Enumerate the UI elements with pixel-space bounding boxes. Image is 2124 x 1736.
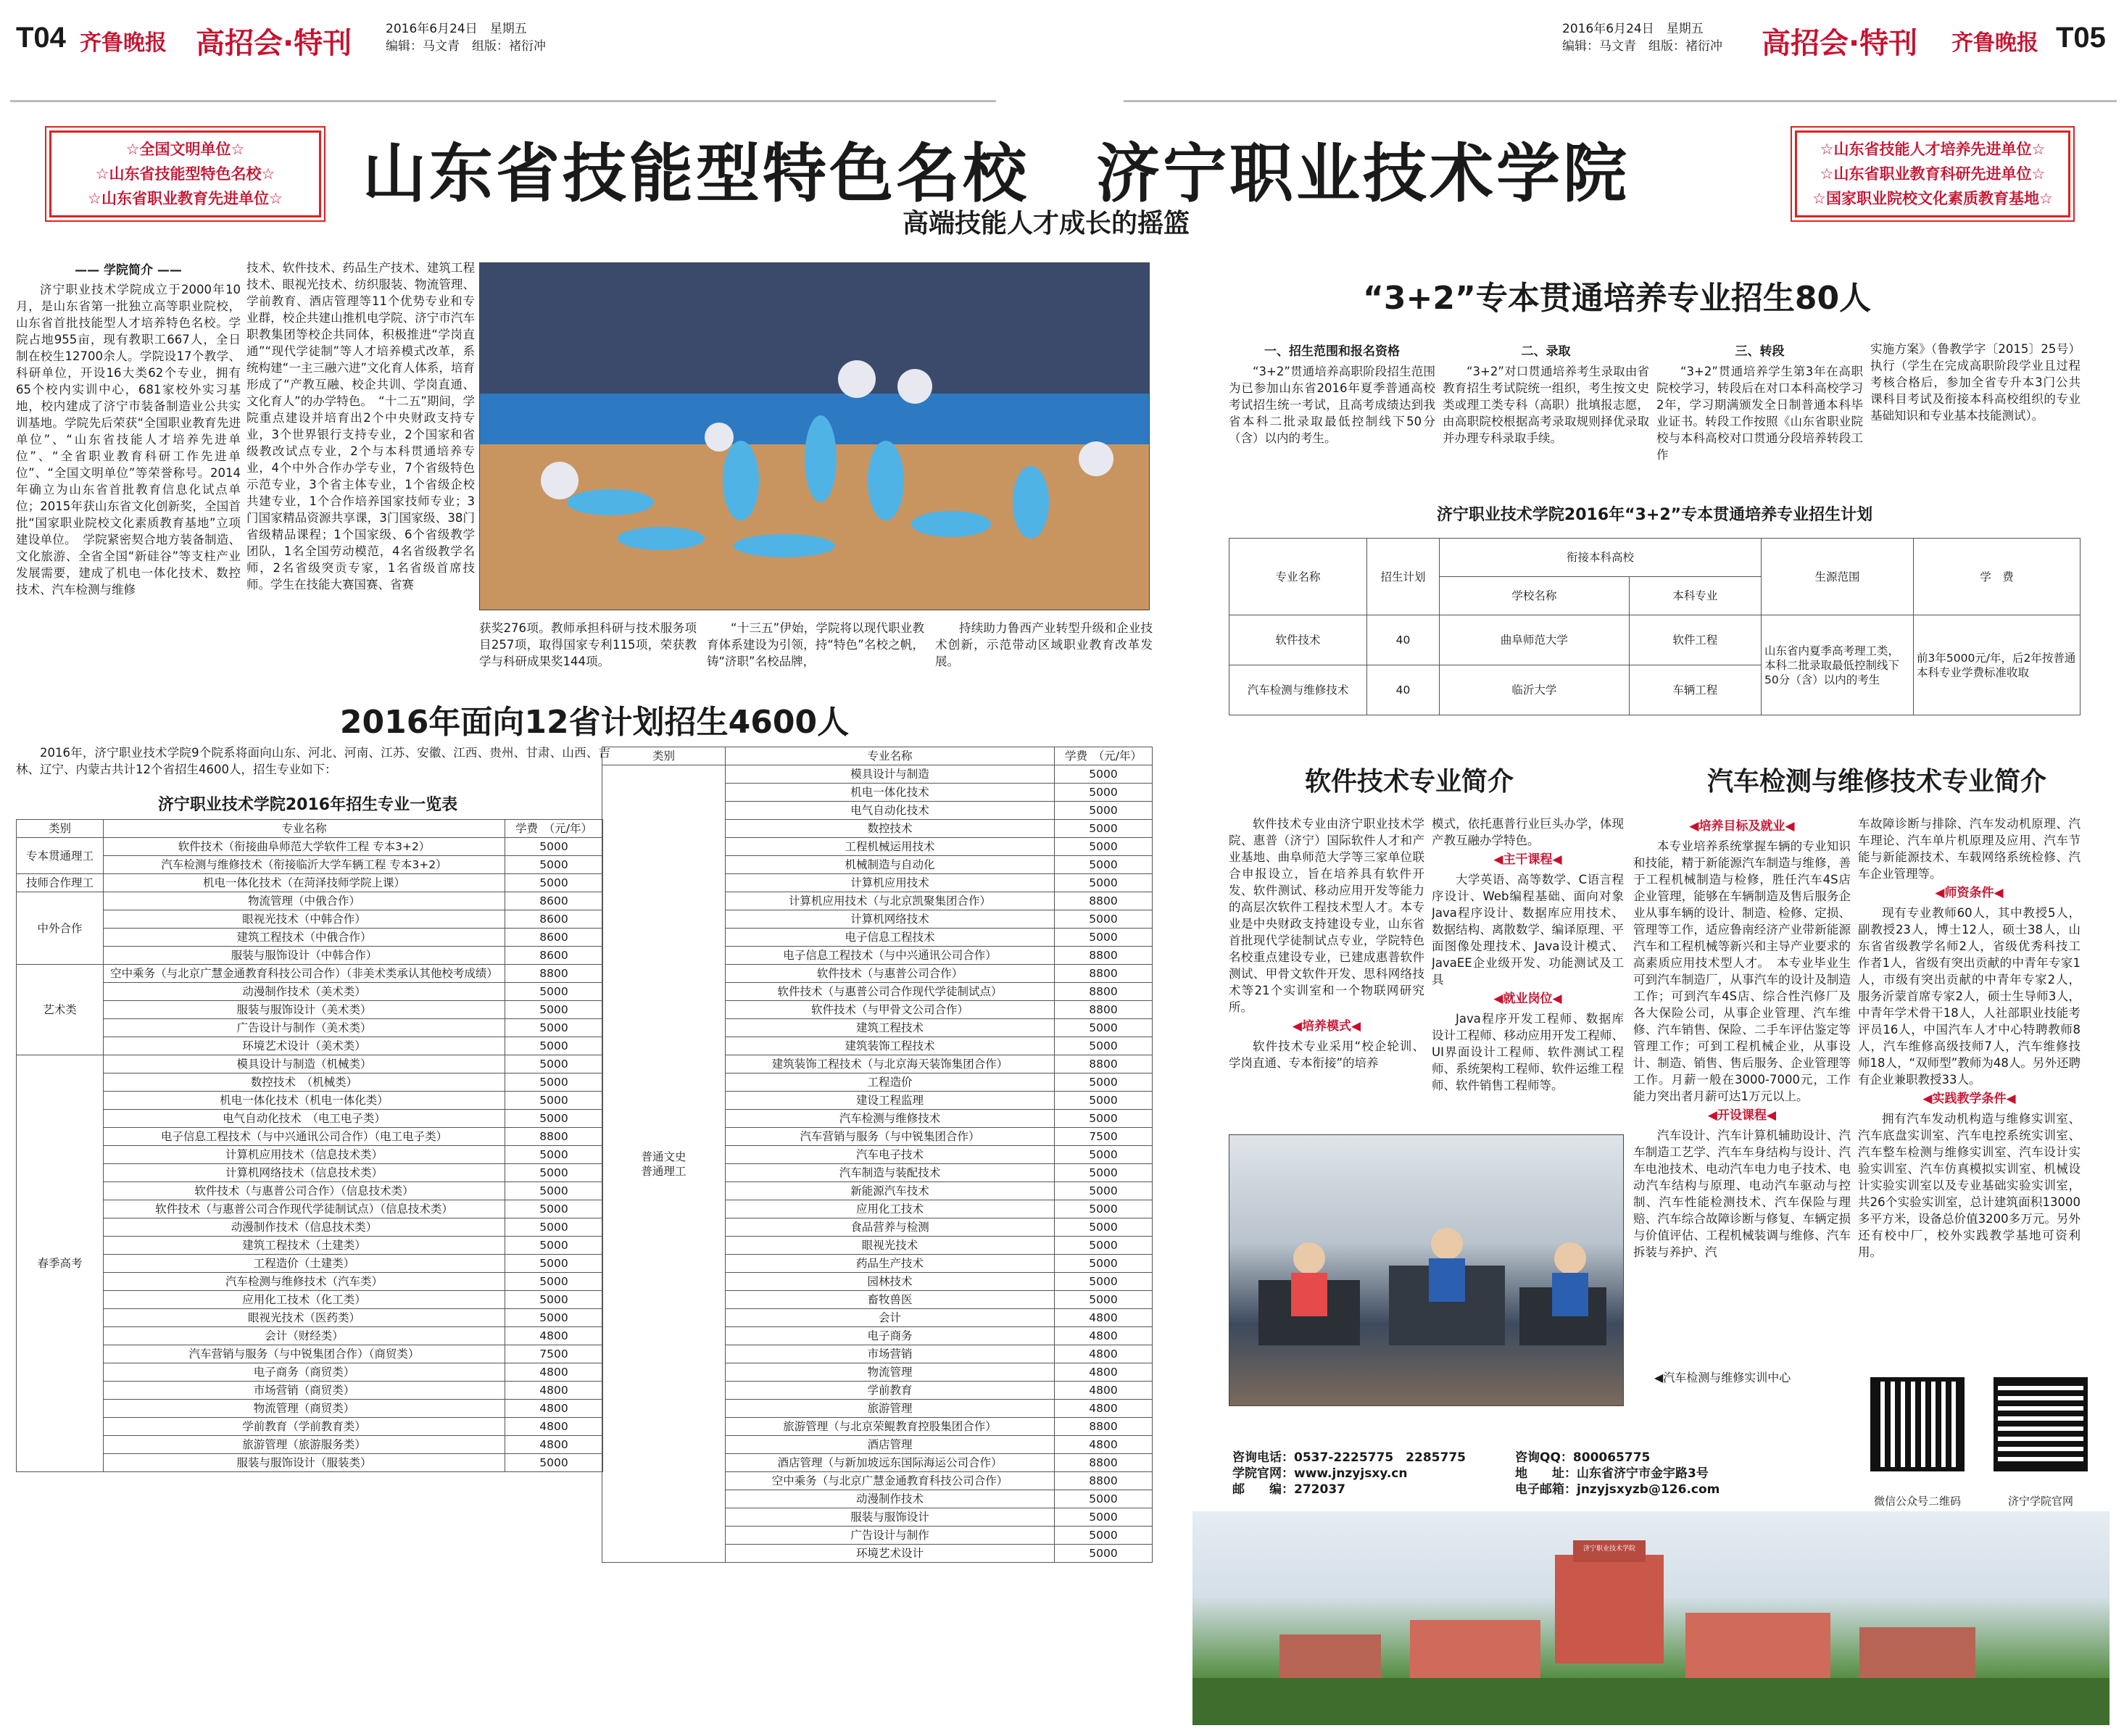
table-row [17,1092,603,1110]
category-cell: 普通文史 普通理工 [602,765,726,1563]
fee-cell: 5000 [505,1164,603,1182]
category-cell: 技师合作理工 [17,874,104,892]
fee-cell: 4800 [1055,1436,1153,1454]
plan-table-right-grid [602,747,1153,1563]
table-row [17,1345,603,1363]
intro-column-2: 技术、软件技术、药品生产技术、建筑工程技术、眼视光技术、纺织服装、物流管理、学前教育、酒店管理等11个优势专业和专业群，校企共建山推机电学院、济宁市汽车职教集团等校企共同体，积极推进“学岗直通”“现代学徒制”等人才培养模式改革，系统构建“一主三融六进”文化育人体系，培育形成了“产教互融、校企共训、学岗直通、文化育人”的办学特色。 “十二五”期间，学院重点建设并培育出2个中央财政支持专业，3个世界银行支持专业，2个国家和省级教改试点专业，2个与本科贯通培养专业，4个中外合作办学专业，7个省级特色示范专业，3个省主体专业，1个省级企校共建专业，1个合作培养国家技师专业；3门国家精品资源共享课，3门国家级、38门省级精品课程；1个国家级、6个省级教学团队，1名全国劳动模范，4名省级教学名师，2名省级突贡专家，1名省级首席技师。学生在技能大赛国赛、省赛 [246,261,475,591]
fee-cell: 8600 [505,929,603,947]
program-section-2: 二、录取 “3+2”对口贯通培养考生录取由省教育招生考试院统一组织，考生按文史类或理工类专科（高职）批填报志愿，由高职院校根据高考录取规则择优录取并办理专科录取手续。 [1443,344,1649,445]
software-column-2: 模式，依托惠普行业巨头办学，体现产教互融办学特色。 ◀主干课程◀ 大学英语、高等数学、C语言程序设计、Web编程基础、面向对象Java程序设计、数据库应用技术、数据结构、离散数学、编译原理、平面图像处理技术、Java设计模式、JavaEE企业级开发、功能测试及工具 ◀就业岗位◀ Java程序开发工程师、数据库设计工程师、移动应用开发工程师、UI界面设计工程师、软件测试工程师、系统架构工程师、软件运维工程师、软件销售工程师等。 [1432,817,1624,1092]
major-cell: 模具设计与制造（机械类） [104,1055,505,1073]
major-cell: 环境艺术设计 [726,1545,1055,1563]
table-row [17,1418,603,1436]
major-cell: 工程造价 [726,1073,1055,1092]
category-cell: 专本贯通理工 [17,838,104,874]
header-meta-right: 2016年6月24日 星期五 编辑：马文青 组版：褚衍冲 [1562,22,1722,54]
major-cell: 物流管理 [726,1363,1055,1382]
major-cell: 建筑装饰工程技术 [726,1037,1055,1055]
major-cell: 市场营销 [726,1345,1055,1363]
major-cell: 汽车检测与维修技术（衔接临沂大学车辆工程 专本3+2） [104,856,505,874]
major-cell: 计算机应用技术（与北京凯聚集团合作） [726,892,1055,910]
wechat-qr-label: 微信公众号二维码 [1873,1495,1961,1508]
major-cell: 新能源汽车技术 [726,1182,1055,1200]
fee-cell: 5000 [505,1218,603,1237]
intro-column-4: “十三五”伊始，学院将以现代职业教育体系建设为引领，持“特色”名校之帆，铸“济职”名校品牌， [707,621,924,668]
major-cell: 计算机应用技术（信息技术类） [104,1146,505,1164]
intro-column-5: 持续助力鲁西产业转型升级和企业技术创新，示范带动区域职业教育改革发展。 [935,621,1153,668]
fee-cell: 8800 [1055,1472,1153,1490]
major-cell: 机电一体化技术 [726,784,1055,802]
auto-photo-caption: ◀汽车检测与维修实训中心 [1654,1371,1791,1384]
major-cell: 软件技术（衔接曲阜师范大学软件工程 专本3+2） [104,838,505,856]
major-cell: 学前教育（学前教育类） [104,1418,505,1436]
fee-cell: 8800 [1055,892,1153,910]
table-row [17,1073,603,1092]
major-cell: 建设工程监理 [726,1092,1055,1110]
major-cell: 服装与服饰设计（美术类） [104,1001,505,1019]
major-cell: 动漫制作技术（信息技术类） [104,1218,505,1237]
fee-cell: 5000 [1055,1110,1153,1128]
fee-cell: 5000 [1055,1092,1153,1110]
fee-cell: 4800 [1055,1400,1153,1418]
table-row [17,1255,603,1273]
major-cell: 电子信息工程技术（与中兴通讯公司合作）（电工电子类） [104,1128,505,1146]
program-row: 软件技术 40 曲阜师范大学 软件工程 山东省内夏季高考理工类，本科二批录取最低控制线下50分（含）以内的考生 前3年5000元/年，后2年按普通本科专业学费标准收取 [1229,615,2081,665]
major-cell: 旅游管理（旅游服务类） [104,1436,505,1454]
fee-cell: 8800 [1055,1454,1153,1472]
plan-table-left [16,819,603,1718]
masthead-right: 齐鲁晚报 [1951,30,2038,56]
fee-cell: 5000 [505,1255,603,1273]
fee-cell: 5000 [1055,874,1153,892]
table-row [17,1363,603,1382]
major-cell: 建筑工程技术（土建类） [104,1237,505,1255]
major-cell: 会计（财经类） [104,1327,505,1345]
fee-cell: 5000 [505,874,603,892]
table-row [17,1237,603,1255]
major-cell: 电气自动化技术 （电工电子类） [104,1110,505,1128]
campus-building-sign: 济宁职业技术学院 [1582,1545,1635,1553]
table-row [17,1436,603,1454]
major-cell: 服装与服饰设计（中韩合作） [104,947,505,965]
major-cell: 物流管理（中俄合作） [104,892,505,910]
fee-cell: 5000 [505,1200,603,1218]
cheerleader-photo [479,262,1150,610]
fee-cell: 4800 [1055,1327,1153,1345]
fee-cell: 4800 [505,1327,603,1345]
major-cell: 动漫制作技术 [726,1490,1055,1508]
fee-cell: 5000 [1055,802,1153,820]
program-section-3: 三、转段 “3+2”贯通培养学生第3年在高职院校学习，转段后在对口本科高校学习2年，学习期满颁发全日制普通本科毕业证书。转段工作按照《山东省职业院校与本科高校对口贯通分段培养转段工作 [1656,344,1863,462]
col-header: 专业名称 [726,747,1055,765]
table-row [17,1200,603,1218]
fee-cell: 5000 [1055,1164,1153,1182]
fee-cell: 5000 [1055,1200,1153,1218]
website-qr-label: 济宁学院官网 [2007,1495,2073,1508]
fee-cell: 5000 [1055,1237,1153,1255]
major-cell: 机电一体化技术（在菏泽技师学院上课） [104,874,505,892]
table-row [17,856,603,874]
table-row [17,947,603,965]
major-cell: 软件技术（与甲骨文公司合作） [726,1001,1055,1019]
fee-cell: 8800 [1055,1001,1153,1019]
major-cell: 空中乘务（与北京广慧金通教育科技公司合作） [726,1472,1055,1490]
major-cell: 会计 [726,1309,1055,1327]
major-cell: 建筑工程技术 [726,1019,1055,1037]
table-row [17,874,603,892]
table-row [17,1001,603,1019]
fee-cell: 5000 [1055,856,1153,874]
fee-cell: 4800 [505,1400,603,1418]
table-row [17,838,603,856]
major-cell: 畜牧兽医 [726,1291,1055,1309]
cheerleader-illustration [480,263,1150,610]
fee-cell: 5000 [505,1454,603,1472]
software-heading: 软件技术专业简介 [1305,767,1514,797]
fee-cell: 4800 [505,1418,603,1436]
fee-cell: 5000 [505,1073,603,1092]
table-row [17,1019,603,1037]
page-number-right: T05 [2056,22,2106,54]
fee-cell: 5000 [505,1291,603,1309]
table-row [17,929,603,947]
major-cell: 广告设计与制作 [726,1527,1055,1545]
program-section-1: 一、招生范围和报名资格 “3+2”贯通培养高职阶段招生范围为已参加山东省2016年夏季普通高校考试招生统一考试，且高考成绩达到我省本科二批录取最低控制线下50分（含）以内的考生。 [1229,344,1435,445]
major-cell: 数控技术 （机械类） [104,1073,505,1092]
fee-cell: 5000 [1055,1527,1153,1545]
fee-cell: 5000 [1055,820,1153,838]
major-cell: 空中乘务（与北京广慧金通教育科技公司合作）（非美术类承认其他校考成绩） [104,965,505,983]
fee-cell: 8800 [1055,983,1153,1001]
software-column-1: 软件技术专业由济宁职业技术学院、惠普（济宁）国际软件人才和产业基地、曲阜师范大学等三家单位联合申报设立，旨在培养具有软件开发、软件测试、移动应用开发等能力的高层次软件工程技术型人才。本专业是中央财政支持建设专业，山东省首批现代学徒制试点专业，学院特色名校重点建设专业，已建成惠普软件测试、甲骨文软件开发、思科网络技术等21个实训室和一个物联网研究所。 ◀培养模式◀ 软件技术专业采用“校企轮训、学岗直通、专本衔接”的培养 [1229,817,1424,1070]
plan-heading: 2016年面向12省计划招生4600人 [339,704,850,741]
table-row [17,1309,603,1327]
header-meta-left: 2016年6月24日 星期五 编辑：马文青 组版：褚衍冲 [386,22,546,54]
fee-cell: 8800 [1055,1055,1153,1073]
fee-cell: 5000 [1055,765,1153,784]
major-cell: 服装与服饰设计（服装类） [104,1454,505,1472]
auto-column-1: ◀培养目标及就业◀ 本专业培养系统掌握车辆的专业知识和技能，精于新能源汽车制造与维修，善于工程机械制造与检修，胜任汽车4S店企业管理，能够在车辆制造及售后服务企业从事车辆的设计、制造、检修、定损、管理等工作，适应鲁南经济产业带新能源汽车和工程机械等新兴和主导产业要求的高素质应用技术型人才。 本专业毕业生可到汽车制造厂，从事汽车的设计及制造工作；可到汽车4S店、综合性汽修厂及各大保险公司，从事企业管理、汽车维修、汽车销售、保险、二手车评估鉴定等管理工作；可到工程机械企业，从事设计、制造、销售、售后服务、企业管理等工作。月薪一般在3000-7000元，工作能力突出者月薪可达1万元以上。 ◀开设课程◀ 汽车设计、汽车计算机辅助设计、汽车制造工艺学、汽车车身结构与设计、汽车电池技术、电动汽车电力电子技术、电动汽车结构与原理、电动汽车驱动与控制、汽车性能检测技术、汽车保险与理赔、汽车综合故障诊断与修复、车辆定损与价值评估、工程机械装调与维修、汽车拆装与养护、汽 [1633,819,1851,1259]
header-rule-left [10,100,996,102]
major-cell: 药品生产技术 [726,1255,1055,1273]
table-row [17,1218,603,1237]
col-header: 类别 [17,820,104,838]
table-row [17,910,603,929]
plan-table-right [602,747,1153,1718]
col-header: 学费 （元/年） [505,820,603,838]
major-cell: 建筑装饰工程技术（与北京海天装饰集团合作） [726,1055,1055,1073]
masthead-left: 齐鲁晚报 [80,30,167,56]
major-cell: 园林技术 [726,1273,1055,1291]
major-cell: 计算机网络技术（信息技术类） [104,1164,505,1182]
fee-cell: 5000 [505,1055,603,1073]
fee-cell: 8600 [505,910,603,929]
fee-cell: 7500 [1055,1128,1153,1146]
table-row [17,1182,603,1200]
fee-cell: 5000 [1055,1146,1153,1164]
category-cell: 艺术类 [17,965,104,1055]
major-cell: 应用化工技术（化工类） [104,1291,505,1309]
major-cell: 软件技术（与惠普公司合作现代学徒制试点）（信息技术类） [104,1200,505,1218]
major-cell: 旅游管理 [726,1400,1055,1418]
section-title-right: 高招会·特刊 [1762,27,1918,60]
fee-cell: 4800 [1055,1345,1153,1363]
table-row [17,1110,603,1128]
fee-cell: 5000 [1055,1508,1153,1527]
program-section-4: 实施方案》（鲁教学字〔2015〕25号）执行（学生在完成高职阶段学业且过程考核合格后，参加全省专升本3门公共课科目考试及衔接本科高校组织的专业基础知识和专业基本技能测试）。 [1870,342,2081,423]
fee-cell: 8800 [505,965,603,983]
fee-cell: 4800 [1055,1382,1153,1400]
table-row [17,1164,603,1182]
table-row [17,1273,603,1291]
fee-cell: 5000 [1055,784,1153,802]
major-cell: 汽车电子技术 [726,1146,1055,1164]
fee-cell: 5000 [505,1110,603,1128]
fee-cell: 5000 [505,1309,603,1327]
major-cell: 工程机械运用技术 [726,838,1055,856]
table-row [17,1382,603,1400]
major-cell: 食品营养与检测 [726,1218,1055,1237]
honor-stamp-left: ☆全国文明单位☆ ☆山东省技能型特色名校☆ ☆山东省职业教育先进单位☆ [49,130,321,217]
major-cell: 软件技术（与惠普公司合作） [726,965,1055,983]
major-cell: 广告设计与制作（美术类） [104,1019,505,1037]
auto-heading: 汽车检测与维修技术专业简介 [1707,767,2047,797]
fee-cell: 5000 [505,1273,603,1291]
fee-cell: 8800 [1055,947,1153,965]
major-cell: 机械制造与自动化 [726,856,1055,874]
major-cell: 动漫制作技术（美术类） [104,983,505,1001]
major-cell: 汽车检测与维修技术 [726,1110,1055,1128]
table-row [17,1291,603,1309]
major-cell: 数控技术 [726,820,1055,838]
page-subtitle: 高端技能人才成长的摇篮 [903,209,1190,238]
col-header: 专业名称 [104,820,505,838]
auto-column-2: 车故障诊断与排除、汽车发动机原理、汽车理论、汽车单片机原理及应用、汽车节能与新能源技术、车载网络系统检修、汽车企业管理等。 ◀师资条件◀ 现有专业教师60人，其中教授5人，副教授23人，博士12人，硕士38人，山东省省级教学名师2人，省级优秀科技工作者1人，省级有突出贡献的中青年专家1人，市级有突出贡献的中青年专家2人，服务沂蒙首席专家2人，硕士生导师3人，中青年学术骨干18人，人社部职业技能考评员16人，中国汽车人才中心特聘教师8人，汽车维修高级技师7人，汽车维修技师18人，“双师型”教师为48人。另外还聘有企业兼职教授33人。 ◀实践教学条件◀ 拥有汽车发动机构造与维修实训室、汽车底盘实训室、汽车电控系统实训室、汽车整车检测与维修实训室、汽车设计实验实训室、汽车仿真模拟实训室、机械设计实验实训室以及专业基础实验实训室，共26个实验实训室，总计建筑面积13000多平方米，设备总价值3200多万元。另外还有校中厂，校外实践教学基地可资利用。 [1858,817,2081,1259]
fee-cell: 5000 [1055,1545,1153,1563]
fee-cell: 4800 [1055,1309,1153,1327]
table-row [17,1037,603,1055]
table-row [17,1128,603,1146]
fee-cell: 5000 [505,983,603,1001]
fee-cell: 5000 [1055,1182,1153,1200]
header-rule-right [1124,100,2117,102]
category-cell: 春季高考 [17,1055,104,1472]
fee-cell: 5000 [505,856,603,874]
table-row [17,1327,603,1345]
table-row [602,765,1153,784]
plan-lead: 2016年，济宁职业技术学院9个院系将面向山东、河北、河南、江苏、安徽、江西、贵州、甘肃、山西、吉林、辽宁、内蒙古共计12个省招生4600人，招生专业如下： [16,746,610,776]
fee-cell: 5000 [1055,1291,1153,1309]
table-row [17,983,603,1001]
table-row [17,965,603,983]
fee-cell: 4800 [1055,1363,1153,1382]
category-cell: 中外合作 [17,892,104,965]
fee-cell: 5000 [1055,1218,1153,1237]
major-cell: 电气自动化技术 [726,802,1055,820]
plan-table-left-grid [16,819,603,1472]
intro-heading: —— 学院简介 —— [75,263,182,278]
major-cell: 汽车制造与装配技术 [726,1164,1055,1182]
fee-cell: 5000 [1055,838,1153,856]
table-row [17,892,603,910]
table-row [17,1400,603,1418]
fee-cell: 5000 [1055,1273,1153,1291]
major-cell: 环境艺术设计（美术类） [104,1037,505,1055]
major-cell: 眼视光技术（中韩合作） [104,910,505,929]
fee-cell: 5000 [505,1092,603,1110]
col-header: 类别 [602,747,726,765]
fee-cell: 5000 [505,1237,603,1255]
major-cell: 工程造价（土建类） [104,1255,505,1273]
major-cell: 汽车营销与服务（与中锐集团合作） [726,1128,1055,1146]
fee-cell: 5000 [1055,1037,1153,1055]
fee-cell: 5000 [1055,929,1153,947]
fee-cell: 7500 [505,1345,603,1363]
table-row [17,1146,603,1164]
website-qr-code[interactable] [1994,1377,2088,1471]
major-cell: 物流管理（商贸类） [104,1400,505,1418]
wechat-qr-code[interactable] [1870,1377,1965,1471]
fee-cell: 5000 [1055,1490,1153,1508]
major-cell: 眼视光技术（医药类） [104,1309,505,1327]
intro-column-3: 获奖276项。教师承担科研与技术服务项目257项，取得国家专利115项，荣获教学与科研成果奖144项。 [479,621,697,668]
program-table: 专业名称 招生计划 衔接本科高校 生源范围 学 费 学校名称 本科专业 软件技术 40 曲阜师范大学 软件工程 山东省内夏季高考理工类，本科二批录取最低控制线下50分（含）以内的考生 前3年5000元/年，后2年按普通本科专业学费标准收取 汽车检测与维修技术 40 临沂大学 车辆工程 [1229,538,2081,715]
plan-table-title: 济宁职业技术学院2016年招生专业一览表 [157,796,458,814]
fee-cell: 8600 [505,947,603,965]
fee-cell: 8800 [1055,1418,1153,1436]
program-row: 汽车检测与维修技术 40 临沂大学 车辆工程 [1229,665,2081,715]
major-cell: 计算机网络技术 [726,910,1055,929]
major-cell: 旅游管理（与北京荣鲲教育控股集团合作） [726,1418,1055,1436]
major-cell: 眼视光技术 [726,1237,1055,1255]
program-table-title: 济宁职业技术学院2016年“3+2”专本贯通培养专业招生计划 [1436,506,1873,524]
major-cell: 应用化工技术 [726,1200,1055,1218]
major-cell: 计算机应用技术 [726,874,1055,892]
fee-cell: 8800 [1055,965,1153,983]
program-heading: “3+2”专本贯通培养专业招生80人 [1363,280,1872,317]
campus-photo [1192,1511,2110,1725]
auto-training-photo [1229,1134,1624,1406]
major-cell: 软件技术（与惠普公司合作）（信息技术类） [104,1182,505,1200]
major-cell: 服装与服饰设计 [726,1508,1055,1527]
contact-block: 咨询电话：0537-2225775 2285775 咨询QQ：800065775 学院官网：www.jnzyjsxy.cn 地 址：山东省济宁市金宇路3号 邮 编：272037 电子邮箱：jnzyjsxyzb@126.com [1232,1450,1720,1497]
fee-cell: 5000 [505,838,603,856]
fee-cell: 5000 [1055,1255,1153,1273]
major-cell: 建筑工程技术（中俄合作） [104,929,505,947]
page-number-left: T04 [16,22,66,54]
major-cell: 电子商务（商贸类） [104,1363,505,1382]
major-cell: 电子商务 [726,1327,1055,1345]
major-cell: 软件技术（与惠普公司合作现代学徒制试点） [726,983,1055,1001]
page-title: 山东省技能型特色名校 济宁职业技术学院 [362,136,1630,211]
fee-cell: 4800 [505,1436,603,1454]
section-title-left: 高招会·特刊 [196,27,352,60]
major-cell: 酒店管理 [726,1436,1055,1454]
fee-cell: 8800 [505,1128,603,1146]
major-cell: 模具设计与制造 [726,765,1055,784]
intro-column-1: 济宁职业技术学院成立于2000年10月，是山东省第一批独立高等职业院校，山东省首批技能型人才培养特色名校。学院占地955亩，现有教职工667人，全日制在校生12700余人。学院设17个教学、科研单位，开设16大类62个专业，拥有65个校内实训中心，681家校外实习基地，校内建成了济宁市装备制造业公共实训基地。学院先后荣获“全国职业教育先进单位”、“山东省技能人才培养先进单位”、“全省职业教育科研工作先进单位”、“全国文明单位”等荣誉称号。2014年确立为山东省首批教育信息化试点单位；2015年获山东省文化创新奖，全国首批“国家职业院校文化素质教育基地”立项建设单位。 学院紧密契合地方装备制造、文化旅游、全省全国“新硅谷”等支柱产业发展需要，建成了机电一体化技术、数控技术、汽车检测与维修 [16,283,241,597]
table-row [17,1454,603,1472]
major-cell: 市场营销（商贸类） [104,1382,505,1400]
major-cell: 汽车营销与服务（与中锐集团合作）（商贸类） [104,1345,505,1363]
fee-cell: 5000 [505,1146,603,1164]
fee-cell: 4800 [505,1363,603,1382]
fee-cell: 8600 [505,892,603,910]
fee-cell: 5000 [505,1182,603,1200]
major-cell: 汽车检测与维修技术（汽车类） [104,1273,505,1291]
fee-cell: 5000 [505,1019,603,1037]
major-cell: 电子信息工程技术 [726,929,1055,947]
fee-cell: 5000 [505,1037,603,1055]
honor-stamp-right: ☆山东省技能人才培养先进单位☆ ☆山东省职业教育科研先进单位☆ ☆国家职业院校文化素质教育基地☆ [1795,130,2070,217]
table-row [17,1055,603,1073]
major-cell: 学前教育 [726,1382,1055,1400]
fee-cell: 5000 [1055,910,1153,929]
col-header: 学费 （元/年） [1055,747,1153,765]
major-cell: 机电一体化技术（机电一体化类） [104,1092,505,1110]
major-cell: 电子信息工程技术（与中兴通讯公司合作） [726,947,1055,965]
fee-cell: 5000 [1055,1073,1153,1092]
fee-cell: 5000 [505,1001,603,1019]
major-cell: 酒店管理（与新加坡远东国际海运公司合作） [726,1454,1055,1472]
fee-cell: 4800 [505,1382,603,1400]
fee-cell: 5000 [1055,1019,1153,1037]
